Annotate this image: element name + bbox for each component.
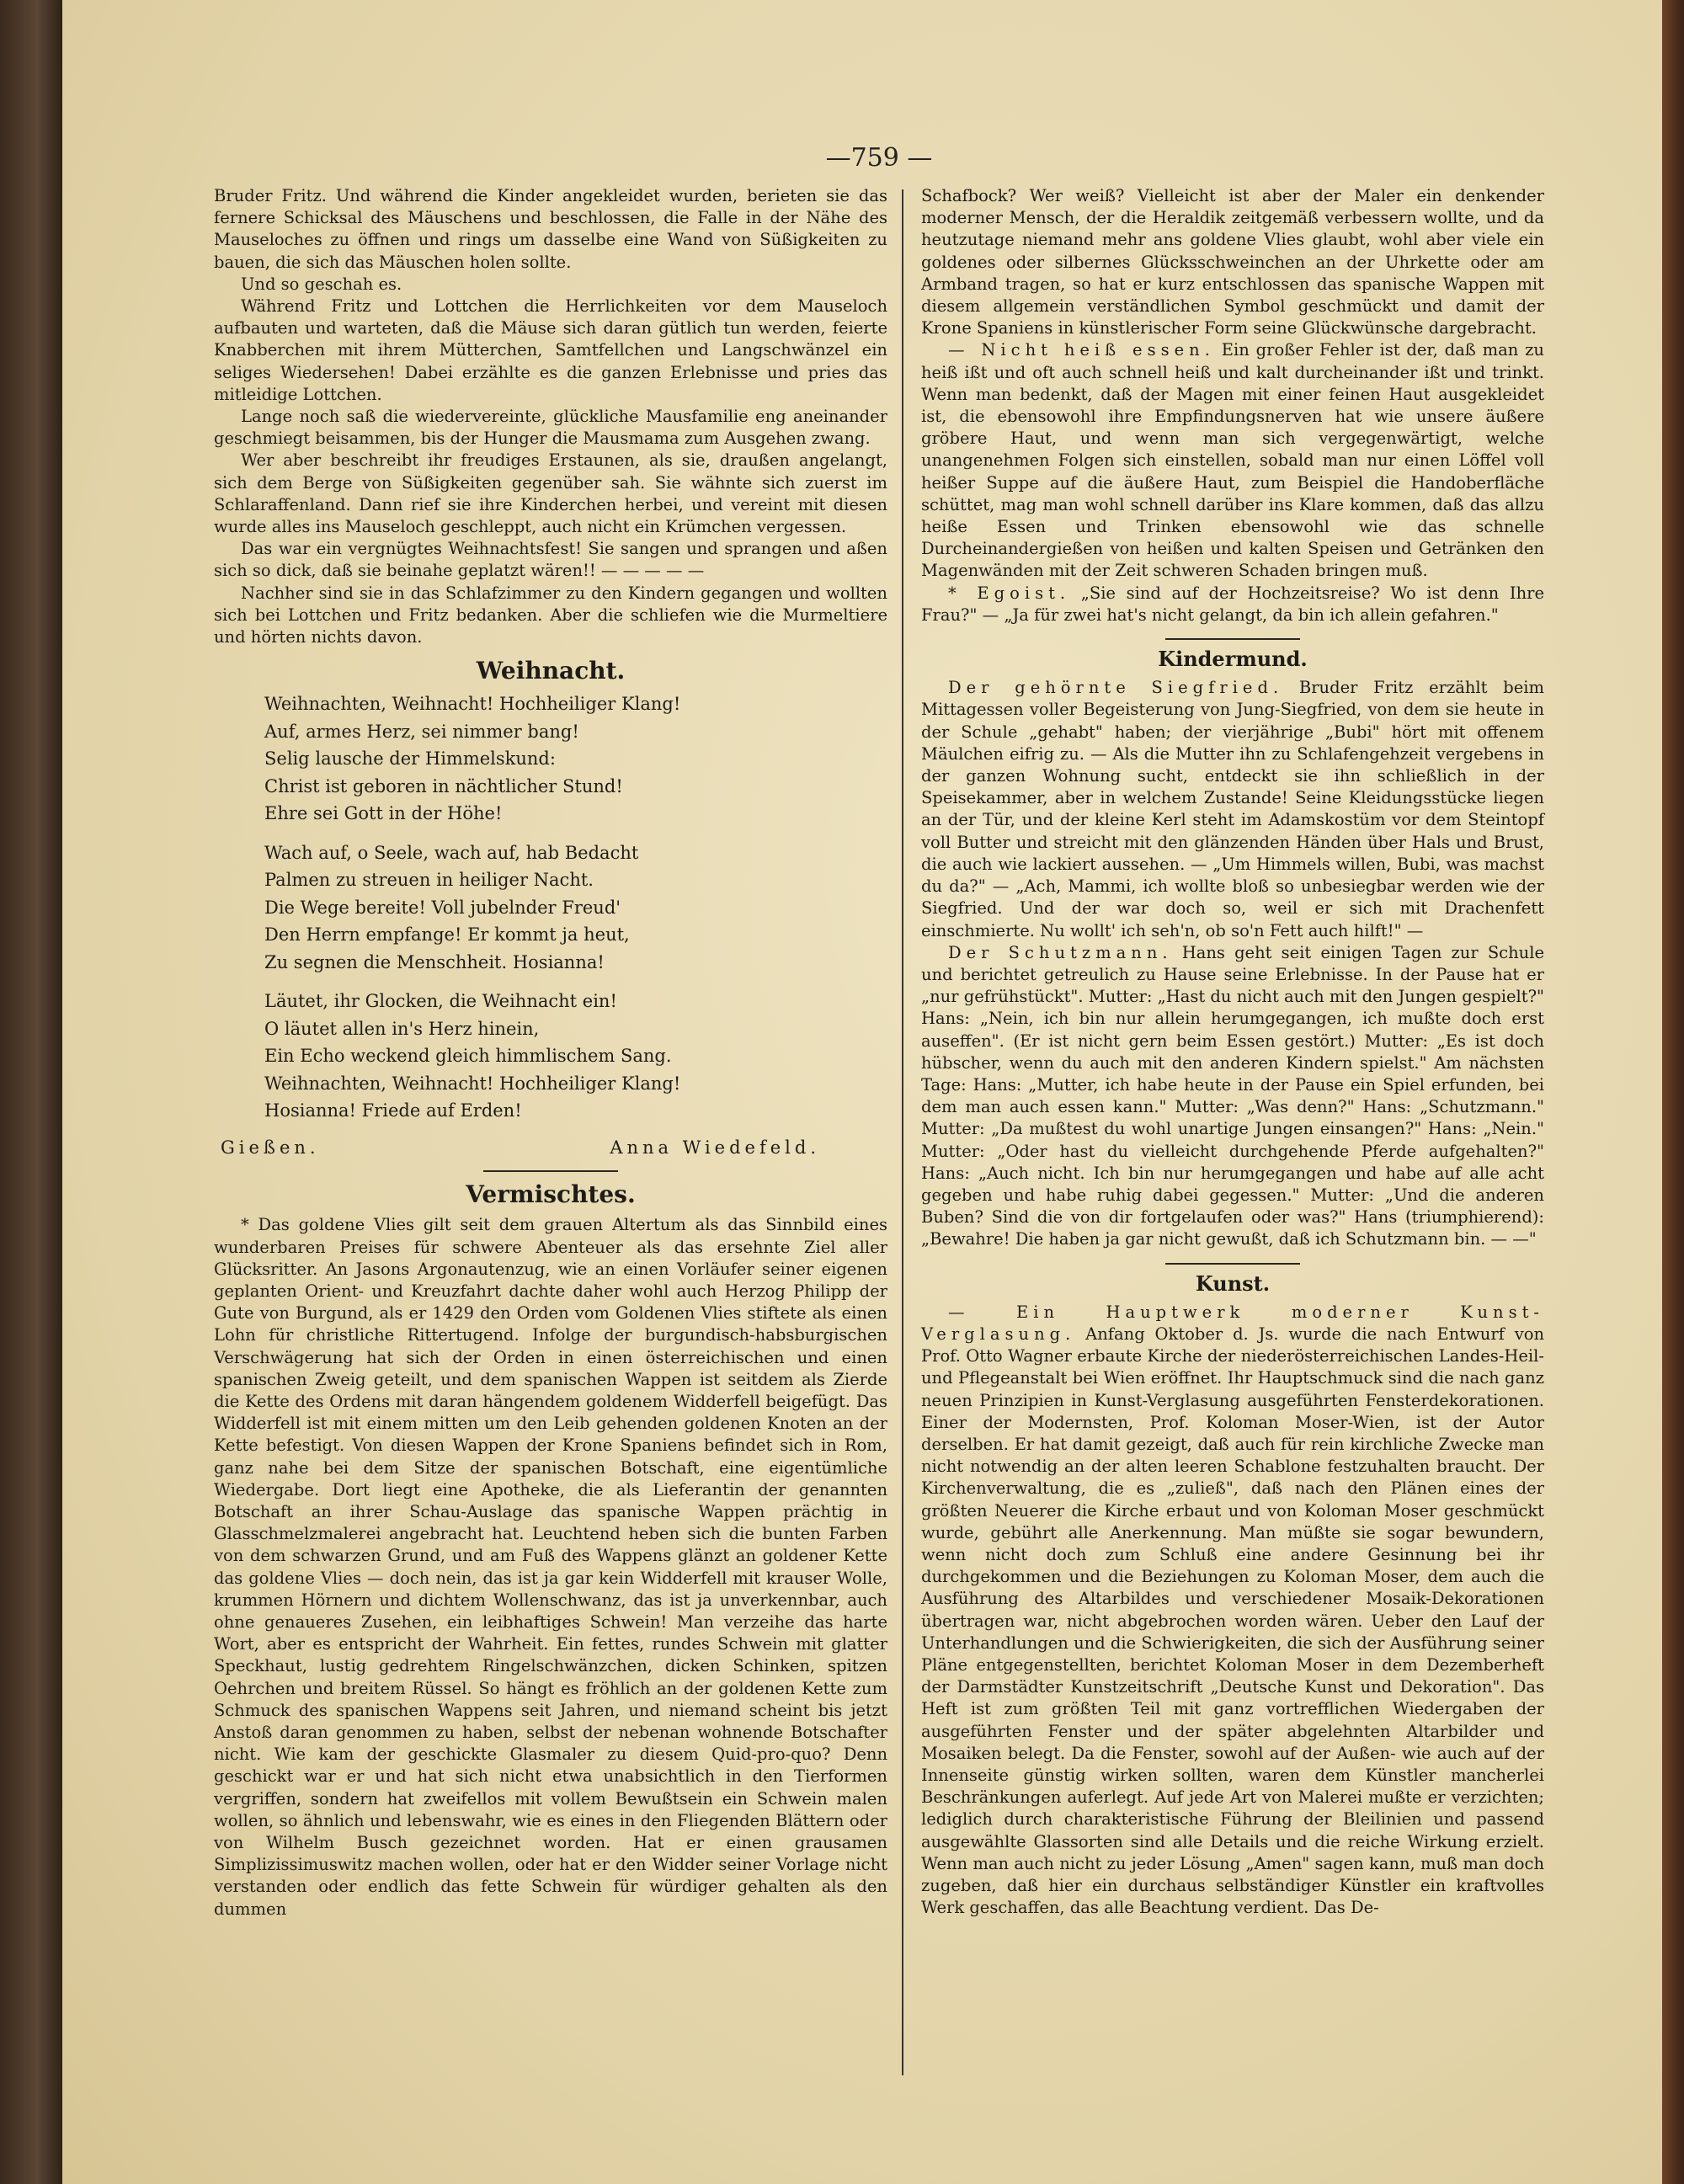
poem-line: Hosianna! Friede auf Erden! bbox=[264, 1100, 522, 1121]
poem-line: Weihnachten, Weihnacht! Hochheiliger Klang! bbox=[264, 1073, 681, 1094]
article-title: * Egoist. bbox=[948, 583, 1071, 603]
left-column bbox=[214, 185, 887, 1920]
section-divider bbox=[1165, 1263, 1300, 1265]
article-paragraph bbox=[921, 583, 1544, 626]
poem-signature bbox=[221, 1137, 887, 1159]
poem-line: Auf, armes Herz, sei nimmer bang! bbox=[264, 721, 579, 742]
article-body: „Sie sind auf der Hochzeitsreise? Wo ist denn Ihre Frau?" — „Ja für zwei hat's nicht gelangt, da bin ich allein gefahren." bbox=[921, 583, 1544, 625]
poem-line: Zu segnen die Menschheit. Hosianna! bbox=[264, 951, 605, 972]
article-paragraph bbox=[921, 1302, 1544, 1920]
poem-line: Weihnachten, Weihnacht! Hochheiliger Klang! bbox=[264, 694, 681, 715]
poem-stanza bbox=[264, 988, 887, 1125]
section-heading-kunst: Kunst. bbox=[1195, 1270, 1271, 1296]
poem-line: Die Wege bereite! Voll jubelnder Freud' bbox=[264, 897, 621, 918]
article-body: Ein großer Fehler ist der, daß man zu heiß ißt und oft auch schnell heiß und kalt durcheinander ißt und trinkt. Wenn man bedenkt, daß der Magen mit einer feinen Haut ausgekleidet ist, die ebensowohl ihre Empfindungsnerven hat wie unsere äußere gröbere Haut, und wenn man sich vergegenwärtigt, welche unangenehmen Folgen sich einstellen, sobald man nur einen Löffel voll heißer Suppe auf die äußere Haut, zum Beispiel die Handoberfläche schüttet, mag man wohl schnell darüber ins Klare kommen, daß das allzu heiße Essen und Trinken ebensowohl wie das schnelle Durcheinandergießen von heißen und kalten Speisen und Getränken den Magenwänden mit der Zeit schweren Schaden bringen muß. bbox=[921, 340, 1544, 581]
poem-line: Ehre sei Gott in der Höhe! bbox=[264, 803, 503, 824]
article-title: Der gehörnte Siegfried. bbox=[948, 678, 1284, 698]
story-paragraph: Bruder Fritz. Und während die Kinder angekleidet wurden, berieten sie das fernere Schicksal des Mäuschens und beschlossen, die Falle in der Nähe des Mauseloches zu öffnen und rings um dasselbe eine Wand von Süßigkeiten zu bauen, die sich das Mäuschen holen sollte. bbox=[214, 186, 887, 272]
poem-line: Selig lausche der Himmelskund: bbox=[264, 748, 556, 770]
story-paragraph: Wer aber beschreibt ihr freudiges Erstaunen, als sie, draußen angelangt, sich dem Berge von Süßigkeiten gegenüber sah. Sie wähnte sich zuerst im Schlaraffenland. Dann rief sie ihre Kinderchen herbei, und vereint mit diesen wurde alles ins Mauseloch geschleppt, auch nicht ein Krümchen vergessen. bbox=[214, 450, 887, 537]
story-paragraph: Lange noch saß die wiedervereinte, glückliche Mausfamilie eng aneinander geschmiegt beisammen, bis der Hunger die Mausmama zum Ausgehen zwang. bbox=[214, 407, 887, 449]
story-paragraph: Und so geschah es. bbox=[241, 274, 402, 294]
article-paragraph bbox=[921, 942, 1544, 1251]
section-heading-kindermund: Kindermund. bbox=[1158, 647, 1308, 672]
section-divider bbox=[483, 1170, 618, 1172]
section-heading-vermischtes: Vermischtes. bbox=[466, 1180, 636, 1209]
article-body: Hans geht seit einigen Tagen zur Schule und berichtet getreulich zu Hause seine Erlebnisse. In der Pause hat er „nur gefrühstückt". Mutter: „Hast du nicht auch mit den Jungen gespielt?" Hans: „Nein, ich bin nur allein herumgegangen, ich mußte doch erst auseffen". (Er ist nicht gern beim Essen gestört.) Mutter: „Es ist doch hübscher, wenn du auch mit den anderen Kindern spielst." Am nächsten Tage: Hans: „Mutter, ich habe heute in der Pause ein Spiel erfunden, bei dem man auch essen kann." Mutter: „Was denn?" Hans: „Schutzmann." Mutter: „Da mußtest du wohl unartige Jungen einsangen?" Hans: „Nein." Mutter: „Oder hast du vielleicht durchgehende Pferde aufgehalten?" Hans: „Auch nicht. Ich bin nur herumgegangen und habe auf alle acht gegeben und habe ruhig dabei gegessen." Mutter: „Und die anderen Buben? Sind die von dir fortgelaufen oder was?" Hans (triumphierend): „Bewahre! Die haben ja gar nicht gewußt, daß ich Schutzmann bin. — —" bbox=[921, 942, 1545, 1249]
poem-stanza bbox=[264, 690, 887, 828]
poem-line: O läutet allen in's Herz hinein, bbox=[264, 1018, 540, 1039]
article-title: — Ein Hauptwerk moderner Kunst-Verglasung. bbox=[921, 1302, 1544, 1344]
newspaper-page bbox=[62, 0, 1662, 2184]
poem-line: Läutet, ihr Glocken, die Weihnacht ein! bbox=[264, 991, 617, 1012]
section-divider bbox=[1165, 638, 1300, 640]
story-paragraph: Das war ein vergnügtes Weihnachtsfest! Sie sangen und sprangen und aßen sich so dick, daß sie beinahe geplatzt wären!! — — — — — bbox=[214, 539, 887, 581]
poem-line: Christ ist geboren in nächtlicher Stund! bbox=[264, 775, 623, 796]
story-paragraph: Nachher sind sie in das Schlafzimmer zu den Kindern gegangen und wollten sich bei Lottchen und Fritz bedanken. Aber die schliefen wie die Murmeltiere und hörten nichts davon. bbox=[214, 583, 887, 647]
column-divider bbox=[902, 189, 903, 2075]
poem-stanza bbox=[264, 839, 887, 977]
poem-line: Wach auf, o Seele, wach auf, hab Bedacht bbox=[264, 842, 639, 863]
poem-place: Gießen. bbox=[221, 1137, 320, 1158]
story-paragraph: Während Fritz und Lottchen die Herrlichkeiten vor dem Mauseloch aufbauten und warteten, daß die Mäuse sich daran gütlich tun werden, feierte Knabberchen mit ihrem Mütterchen, Samtfellchen und Langschwänzel ein seliges Wiedersehen! Dabei erzählte es die ganzen Erlebnisse und pries das mitleidige Lottchen. bbox=[214, 296, 887, 404]
article-title: Der Schutzmann. bbox=[948, 942, 1173, 962]
book-binding-left bbox=[0, 0, 62, 2184]
article-paragraph bbox=[921, 339, 1544, 582]
page-number: —759 — bbox=[825, 143, 933, 173]
article-paragraph: * Das goldene Vlies gilt seit dem grauen Altertum als das Sinnbild eines wunderbaren Preises für schwere Abenteuer als das ersehnte Ziel aller Glücksritter. An Jasons Argonautenzug, wie an einen Vorläufer seiner eigenen geplanten Orient- und Kreuzfahrt dachte daher wohl auch Herzog Philipp der Gute von Burgund, als er 1429 den Orden vom Goldenen Vlies stiftete als einen Lohn für christliche Rittertugend. Infolge der burgundisch-habsburgischen Verschwägerung hat sich der Orden in einen österreichischen und einen spanischen Zweig geteilt, und dem spanischen Wappen ist seitdem als Zierde die Kette des Ordens mit daran hängendem goldenem Widderfell beigefügt. Das Widderfell ist mit einem mitten um den Leib gehenden goldenen Knoten an der Kette befestigt. Von diesen Wappen der Krone Spaniens befindet sich in Rom, ganz nahe bei dem Sitze der spanischen Botschaft, eine eigentümliche Wiedergabe. Dort liegt eine Apotheke, die als Lieferantin der genannten Botschaft an ihrer Schau-Auslage das spanische Wappen prächtig in Glasschmelzmalerei angebracht hat. Leuchtend heben sich die bunten Farben von dem schwarzen Grund, und am Fuß des Wappens glänzt an goldener Kette das goldene Vlies — doch nein, das ist ja gar kein Widderfell mit krauser Wolle, krummen Hörnern und dichtem Wollenschwanz, das ist ja unverkennbar, auch ohne genaueres Zusehen, ein leibhaftiges Schwein! Man verzeihe das harte Wort, aber es entspricht der Wahrheit. Ein fettes, rundes Schwein mit glatter Speckhaut, lustig gedrehtem Ringelschwänzchen, dicken Schinken, spitzen Oehrchen und breitem Rüssel. So hängt es fröhlich an der goldenen Kette zum Schmuck des spanischen Wappens seit Jahren, und niemand scheint bis jetzt Anstoß daran genommen zu haben, selbst der nebenan wohnende Botschafter nicht. Wie kam der geschickte Glasmaler zu diesem Quid-pro-quo? Denn geschickt war er und hat sich nicht etwa unabsichtlich in den Tierformen vergriffen, sondern hat zweifellos mit vollem Bewußtsein ein Schwein malen wollen, so ähnlich und lebenswahr, wie es eines in den Fliegenden Blättern oder von Wilhelm Busch gezeichnet worden. Hat er einen grausamen Simplizissimuswitz machen wollen, oder hat er den Widder seiner Vorlage nicht verstanden oder endlich das fette Schwein für würdiger gehalten als den dummen bbox=[214, 1215, 887, 1919]
article-paragraph: Schafbock? Wer weiß? Vielleicht ist aber der Maler ein denkender moderner Mensch, der die Heraldik zeitgemäß verbessern wollte, und da heutzutage niemand mehr ans goldene Vlies glaubt, wohl aber viele ein goldenes oder silbernes Glücksschweinchen an der Uhrkette oder am Armband tragen, so hat er kurz entschlossen das spanische Wappen mit diesem allgemein verständlichen Symbol geschmückt und damit der Krone Spaniens in künstlerischer Form seine Glückwünsche dargebracht. bbox=[921, 186, 1544, 338]
right-column bbox=[921, 185, 1544, 1919]
poem bbox=[264, 690, 887, 1125]
poem-line: Den Herrn empfange! Er kommt ja heut, bbox=[264, 924, 630, 946]
article-title: — Nicht heiß essen. bbox=[948, 340, 1215, 360]
poem-title: Weihnacht. bbox=[476, 657, 626, 685]
article-body: Anfang Oktober d. Js. wurde die nach Entwurf von Prof. Otto Wagner erbaute Kirche der niederösterreichischen Landes-Heil- und Pflegeanstalt bei Wien eröffnet. Ihr Hauptschmuck sind die nach ganz neuen Prinzipien in Kunst-Verglasung ausgeführten Fensterdekorationen. Einer der Modernsten, Prof. Koloman Moser-Wien, ist der Autor derselben. Er hat damit gezeigt, daß auch für rein kirchliche Zwecke man nicht notwendig an der alten leeren Schablone festzuhalten braucht. Der Kirchenverwaltung, die es „zuließ", daß nach den Plänen eines der größten Neuerer die Kirche erbaut und von Koloman Moser geschmückt wurde, gebührt alle Anerkennung. Man müßte sie sogar bewundern, wenn nicht doch zum Schluß eine andere Gesinnung bei ihr durchgekommen und die Beziehungen zu Koloman Moser, dem auch die Ausführung des Altarbildes und verschiedener Mosaik-Dekorationen übertragen war, nicht abgebrochen worden wären. Ueber den Lauf der Unterhandlungen und die Schwierigkeiten, die sich der Ausführung seiner Pläne entgegenstellten, berichtet Koloman Moser in dem Dezemberheft der Darmstädter Kunstzeitschrift „Deutsche Kunst und Dekoration". Das Heft ist zum größten Teil mit ganz vortrefflichen Wiedergaben der ausgeführten Fenster und der später abgelehnten Altarbilder und Mosaiken belegt. Da die Fenster, sowohl auf der Außen- wie auch auf der Innenseite günstig wirken sollten, waren dem Künstler mancherlei Beschränkungen auferlegt. Auf jede Art von Malerei mußte er verzichten; lediglich durch charakteristische Führung der Bleilinien und passend ausgewählte Glassorten sind alle Details und die reiche Wirkung erzielt. Wenn man auch nicht zu jeder Lösung „Amen" sagen kann, muß man doch zugeben, daß hier ein durchaus selbständiger Künstler ein kraftvolles Werk geschaffen, das alle Beachtung verdient. Das De- bbox=[921, 1324, 1545, 1918]
poem-line: Palmen zu streuen in heiliger Nacht. bbox=[264, 870, 594, 891]
article-paragraph bbox=[921, 677, 1544, 941]
poem-author: Anna Wiedefeld. bbox=[610, 1137, 820, 1158]
poem-line: Ein Echo weckend gleich himmlischem Sang. bbox=[264, 1046, 672, 1067]
article-body: Bruder Fritz erzählt beim Mittagessen voller Begeisterung von Jung-Siegfried, von dem sie heute in der Schule „gehabt" haben; der vierjährige „Bubi" hört mit offenem Mäulchen eifrig zu. — Als die Mutter ihn zu Schlafengehzeit vergebens in der ganzen Wohnung sucht, entdeckt sie ihn schließlich in der Speisekammer, aber in welchem Zustande! Seine Kleidungsstücke liegen an der Tür, und der kleine Kerl steht im Adamskostüm vor dem Steintopf voll Butter und streicht mit den glänzenden Händen über Hals und Brust, die auch wie lackiert aussehen. — „Um Himmels willen, Bubi, was machst du da?" — „Ach, Mammi, ich wollte bloß so unbesiegbar werden wie der Siegfried. Und der war doch so, weil er sich mit Drachenfett einschmierte. Nu wollt' ich seh'n, ob so'n Fett auch hilft!" — bbox=[921, 678, 1544, 940]
